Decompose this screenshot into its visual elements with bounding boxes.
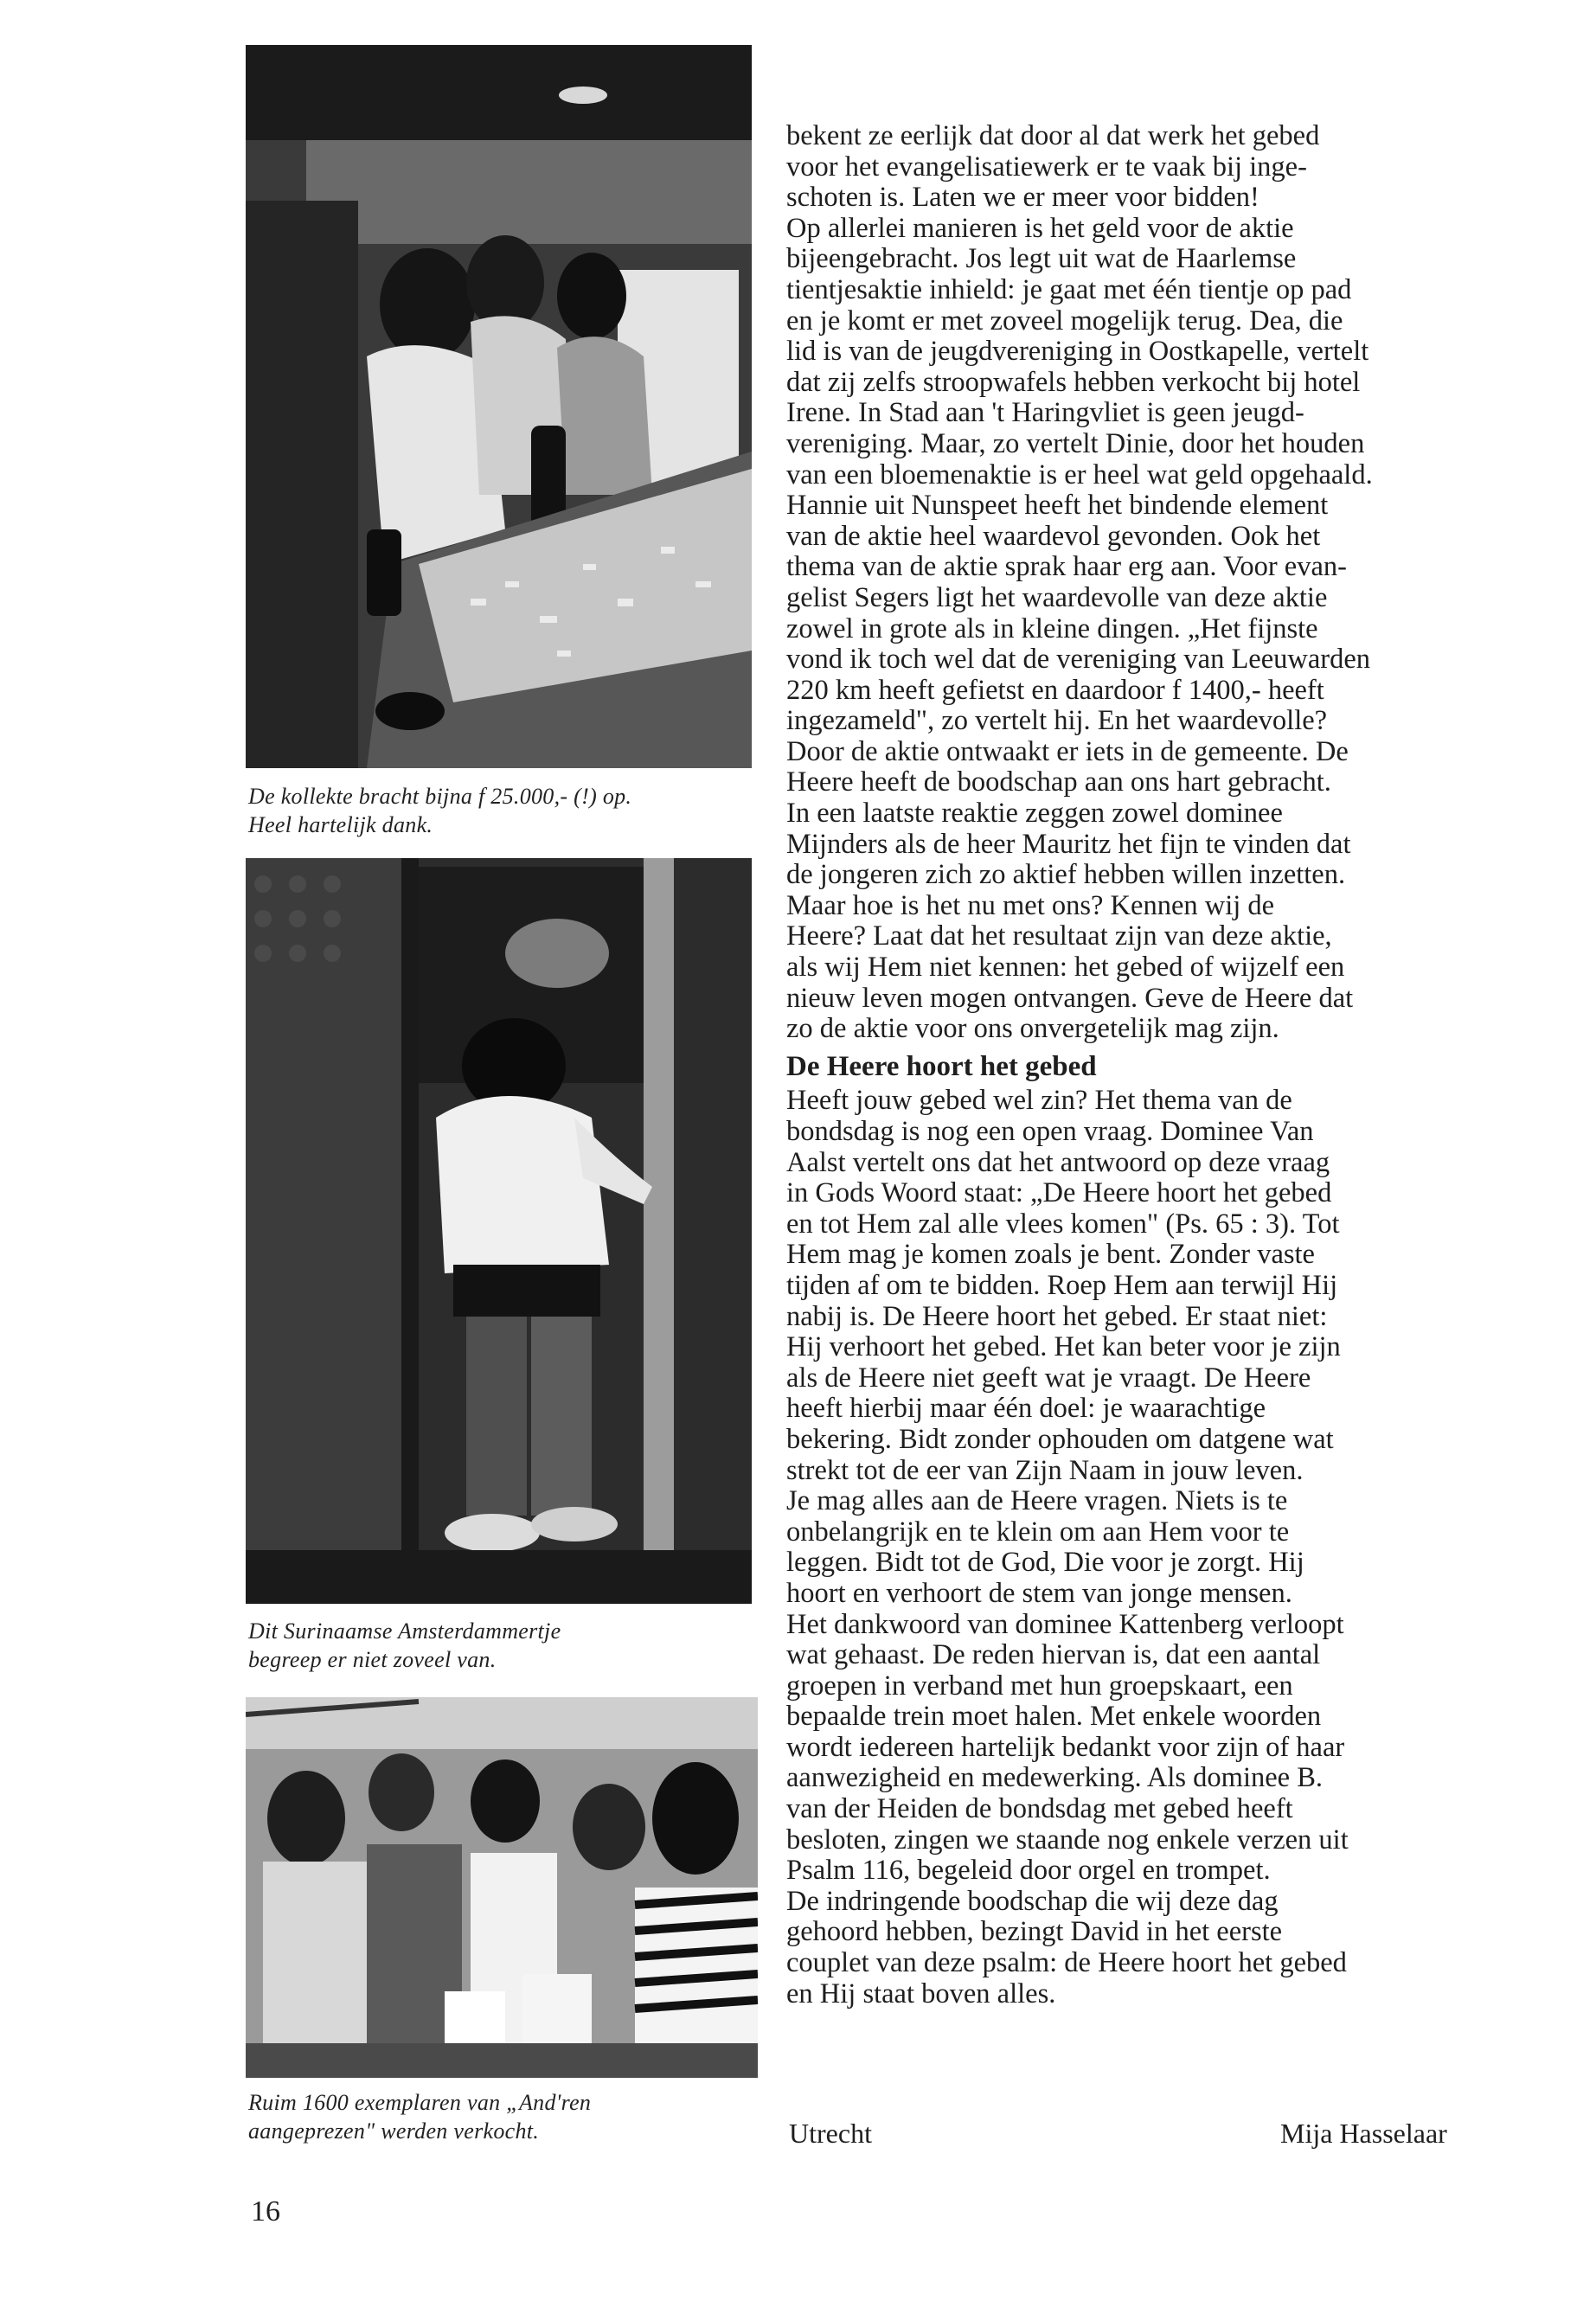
author-name: Mija Hasselaar (1280, 2118, 1447, 2149)
text-line: nabij is. De Heere hoort het gebed. Er staat niet: (786, 1300, 1328, 1332)
text-line: Psalm 116, begeleid door orgel en trompet. (786, 1855, 1271, 1887)
text-line: en Hij staat boven alles. (786, 1977, 1056, 2009)
text-line: als wij Hem niet kennen: het gebed of wijzelf een (786, 952, 1345, 984)
caption-books-line: aangeprezen" werden verkocht. (248, 2118, 540, 2144)
photo-child-image (246, 858, 752, 1604)
place-line: Utrecht (789, 2118, 872, 2149)
article-paragraph (786, 1086, 1496, 2009)
text-line: bepaalde trein moet halen. Met enkele woorden (786, 1701, 1322, 1733)
caption-collection (248, 782, 631, 839)
text-line: Aalst vertelt ons dat het antwoord op deze vraag (786, 1146, 1330, 1178)
text-line: Door de aktie ontwaakt er iets in de gemeente. De (786, 735, 1349, 767)
text-line: Op allerlei manieren is het geld voor de aktie (786, 212, 1294, 244)
text-line: heeft hierbij maar één doel: je waarachtige (786, 1393, 1266, 1425)
text-line: Heere heeft de boodschap aan ons hart gebracht. (786, 766, 1331, 798)
text-line: De indringende boodschap die wij deze dag (786, 1885, 1279, 1917)
caption-books (248, 2088, 591, 2145)
photo-child (246, 858, 752, 1604)
text-line: Heeft jouw gebed wel zin? Het thema van de (786, 1085, 1292, 1117)
photo-books (246, 1697, 758, 2078)
text-line: in Gods Woord staat: „De Heere hoort het gebed (786, 1177, 1332, 1209)
text-line: In een laatste reaktie zeggen zowel dominee (786, 798, 1283, 830)
text-line: vond ik toch wel dat de vereniging van Leeuwarden (786, 644, 1371, 676)
text-line: besloten, zingen we staande nog enkele verzen uit (786, 1823, 1349, 1856)
text-line: voor het evangelisatiewerk er te vaak bij inge- (786, 151, 1307, 183)
article-paragraph (786, 121, 1496, 1045)
text-line: en tot Hem zal alle vlees komen" (Ps. 65 : 3). Tot (786, 1208, 1340, 1240)
text-line: als de Heere niet geeft wat je vraagt. De Heere (786, 1362, 1311, 1394)
caption-child-line: Dit Surinaamse Amsterdammertje (248, 1618, 561, 1644)
page-number: 16 (251, 2195, 280, 2227)
text-line: zo de aktie voor ons onvergetelijk mag zijn. (786, 1013, 1279, 1045)
text-line: van der Heiden de bondsdag met gebed heeft (786, 1793, 1293, 1825)
text-line: Maar hoe is het nu met ons? Kennen wij de (786, 889, 1275, 921)
text-line: gehoord hebben, bezingt David in het eerste (786, 1916, 1283, 1948)
text-line: bekent ze eerlijk dat door al dat werk het gebed (786, 120, 1320, 151)
text-line: van een bloemenaktie is er heel wat geld opgehaald. (786, 458, 1373, 490)
text-line: schoten is. Laten we er meer voor bidden! (786, 182, 1259, 214)
text-line: 220 km heeft gefietst en daardoor f 1400,- heeft (786, 674, 1324, 706)
text-line: bijeengebracht. Jos legt uit wat de Haarlemse (786, 243, 1297, 275)
text-line: en je komt er met zoveel mogelijk terug. Dea, die (786, 304, 1343, 336)
text-line: Irene. In Stad aan 't Haringvliet is geen jeugd- (786, 397, 1304, 429)
text-line: hoort en verhoort de stem van jonge mensen. (786, 1577, 1292, 1609)
text-line: thema van de aktie sprak haar erg aan. Voor evan- (786, 551, 1347, 583)
text-line: zowel in grote als in kleine dingen. „Het fijnste (786, 612, 1318, 644)
text-line: tijden af om te bidden. Roep Hem aan terwijl Hij (786, 1269, 1338, 1301)
section-heading: De Heere hoort het gebed (786, 1050, 1097, 1082)
text-line: leggen. Bidt tot de God, Die voor je zorgt. Hij (786, 1547, 1304, 1579)
text-line: lid is van de jeugdvereniging in Oostkapelle, vertelt (786, 336, 1369, 368)
text-line: Hij verhoort het gebed. Het kan beter voor je zijn (786, 1331, 1341, 1363)
text-line: onbelangrijk en te klein om aan Hem voor te (786, 1516, 1290, 1548)
text-line: dat zij zelfs stroopwafels hebben verkocht bij hotel (786, 366, 1361, 398)
caption-collection-line: De kollekte bracht bijna f 25.000,- (!) op. (248, 784, 632, 809)
photo-collection-image (246, 45, 752, 768)
text-line: tientjesaktie inhield: je gaat met één tientje op pad (786, 273, 1352, 305)
text-line: aanwezigheid en medewerking. Als dominee B. (786, 1762, 1324, 1794)
text-line: Hannie uit Nunspeet heeft het bindende element (786, 490, 1329, 522)
text-line: couplet van deze psalm: de Heere hoort het gebed (786, 1947, 1347, 1979)
text-line: wat gehaast. De reden hiervan is, dat een aantal (786, 1639, 1321, 1671)
text-line: van de aktie heel waardevol gevonden. Ook het (786, 520, 1321, 552)
text-line: bondsdag is nog een open vraag. Dominee Van (786, 1116, 1314, 1147)
text-line: gelist Segers ligt het waardevolle van deze aktie (786, 581, 1328, 613)
text-line: vereniging. Maar, zo vertelt Dinie, door het houden (786, 427, 1365, 459)
text-line: Mijnders als de heer Mauritz het fijn te vinden dat (786, 828, 1351, 860)
text-line: ingezameld", zo vertelt hij. En het waardevolle? (786, 705, 1328, 737)
article-body (786, 121, 1496, 2009)
caption-collection-line: Heel hartelijk dank. (248, 812, 433, 837)
photo-books-image (246, 1697, 758, 2078)
text-line: Het dankwoord van dominee Kattenberg verloopt (786, 1608, 1344, 1640)
photo-collection (246, 45, 752, 768)
text-line: bekering. Bidt zonder ophouden om datgene wat (786, 1423, 1334, 1455)
caption-books-line: Ruim 1600 exemplaren van „And'ren (248, 2090, 592, 2115)
text-line: Heere? Laat dat het resultaat zijn van deze aktie, (786, 920, 1332, 952)
text-line: strekt tot de eer van Zijn Naam in jouw leven. (786, 1454, 1304, 1486)
text-line: groepen in verband met hun groepskaart, een (786, 1670, 1293, 1702)
text-line: de jongeren zich zo aktief hebben willen inzetten. (786, 859, 1346, 891)
text-line: Je mag alles aan de Heere vragen. Niets is te (786, 1485, 1288, 1517)
text-line: wordt iedereen hartelijk bedankt voor zijn of haar (786, 1731, 1345, 1763)
text-line: nieuw leven mogen ontvangen. Geve de Heere dat (786, 982, 1354, 1014)
caption-child (248, 1617, 561, 1674)
text-line: Hem mag je komen zoals je bent. Zonder vaste (786, 1239, 1315, 1271)
caption-child-line: begreep er niet zoveel van. (248, 1647, 497, 1672)
